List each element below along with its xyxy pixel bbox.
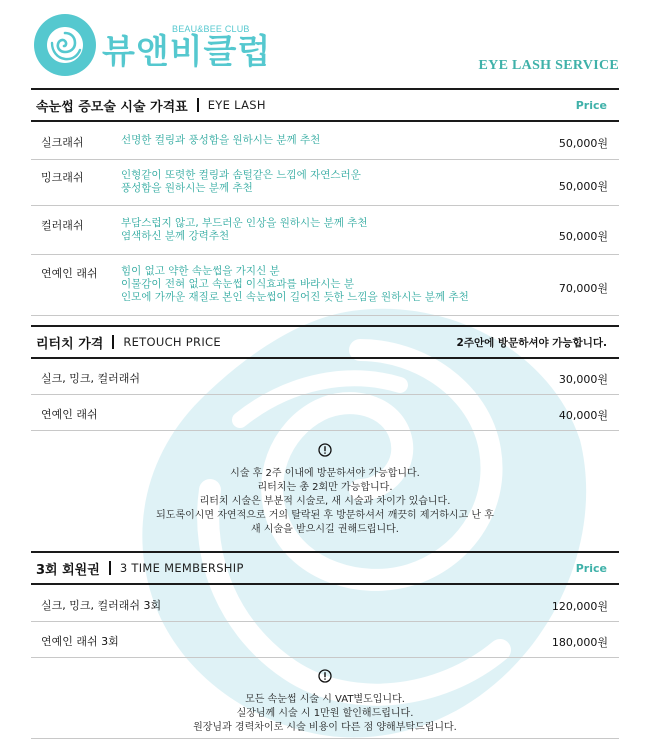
notice-line: 실장님께 시술 시 1만원 할인해드립니다. [236, 708, 414, 719]
brand-name: 뷰앤비클럽 [102, 32, 272, 72]
section-subtitle: RETOUCH PRICE [123, 335, 221, 349]
notice-line: 새 시술을 받으시길 권해드립니다. [251, 524, 399, 535]
item-name: 연예인 래쉬 3회 [41, 635, 119, 648]
item-price: 50,000원 [558, 137, 608, 150]
notice-line: 원장님과 경력차이로 시술 비용이 다른 점 양해부탁드립니다. [193, 722, 457, 733]
item-desc: 선명한 컬링과 풍성함을 원하시는 분께 추천 [121, 134, 321, 146]
retouch-notice [31, 442, 619, 537]
item-price: 50,000원 [558, 180, 608, 193]
price-column-label: Price [575, 98, 607, 112]
notice-line: 리터치는 총 2회만 가능합니다. [257, 482, 393, 493]
notice-line: 되도록이시면 자연적으로 거의 탈락된 후 방문하셔서 깨끗히 제거하시고 난 후 [156, 510, 494, 521]
item-price: 40,000원 [558, 409, 608, 422]
section-retouch-header [31, 325, 619, 359]
section-title: 3회 회원권 [36, 562, 100, 578]
item-name: 연예인 래쉬 [41, 408, 98, 421]
item-name: 연예인 래쉬 [41, 267, 98, 280]
notice-line: 리터치 시술은 부분적 시술로, 새 시술과 차이가 있습니다. [199, 496, 451, 507]
section-eyelash-header [31, 88, 619, 122]
title-divider [109, 561, 111, 575]
service-title: EYE LASH SERVICE [478, 58, 619, 73]
item-price: 180,000원 [551, 636, 608, 649]
item-price: 50,000원 [558, 230, 608, 243]
price-row [31, 622, 619, 658]
section-divider [31, 738, 619, 739]
item-name: 실크래쉬 [41, 136, 84, 149]
title-divider [197, 98, 199, 112]
item-name: 실크, 밍크, 컬러래쉬 [41, 372, 140, 385]
price-row [31, 206, 619, 255]
item-price: 70,000원 [558, 282, 608, 295]
notice-line: 시술 후 2주 이내에 방문하셔야 가능합니다. [230, 468, 420, 479]
exclamation-circle-icon [318, 669, 332, 683]
section-title: 속눈썹 증모술 시술 가격표 [36, 99, 188, 115]
item-desc: 부담스럽지 않고, 부드러운 인상을 원하시는 분께 추천 염색하신 분께 강력추천 [121, 217, 368, 242]
item-name: 실크, 밍크, 컬러래쉬 3회 [41, 599, 162, 612]
exclamation-circle-icon [318, 443, 332, 457]
rose-icon [34, 14, 96, 76]
brand-logo[interactable] [34, 14, 272, 80]
brand-sub: BEAU&BEE CLUB [172, 24, 250, 34]
price-row [31, 359, 619, 395]
section-subtitle: EYE LASH [207, 98, 266, 112]
section-subtitle: 3 TIME MEMBERSHIP [119, 561, 244, 575]
price-row [31, 160, 619, 206]
item-price: 120,000원 [551, 600, 608, 613]
item-desc: 인형같이 또렷한 컬링과 솜털같은 느낌에 자연스러운 풍성함을 원하시는 분께 추천 [121, 169, 361, 194]
section-title: 리터치 가격 [36, 336, 104, 352]
item-price: 30,000원 [558, 373, 608, 386]
notice-line: 모든 속눈썹 시술 시 VAT별도입니다. [245, 694, 405, 705]
section-membership-header [31, 551, 619, 585]
retouch-condition: 2주안에 방문하셔야 가능합니다. [456, 336, 607, 349]
item-name: 밍크래쉬 [41, 171, 84, 184]
price-row [31, 122, 619, 160]
item-name: 컬러래쉬 [41, 219, 84, 232]
price-column-label: Price [575, 561, 607, 575]
price-row [31, 395, 619, 431]
membership-notice [31, 668, 619, 735]
item-desc: 힘이 없고 약한 속눈썹을 가지신 분 이물감이 전혀 없고 속눈썹 이식효과를 바라시는 분 인모에 가까운 재질로 본인 속눈썹이 길어진 듯한 느낌을 원하시는 분께 추천 [121, 265, 469, 303]
title-divider [112, 335, 114, 349]
price-row [31, 255, 619, 316]
price-row [31, 585, 619, 622]
